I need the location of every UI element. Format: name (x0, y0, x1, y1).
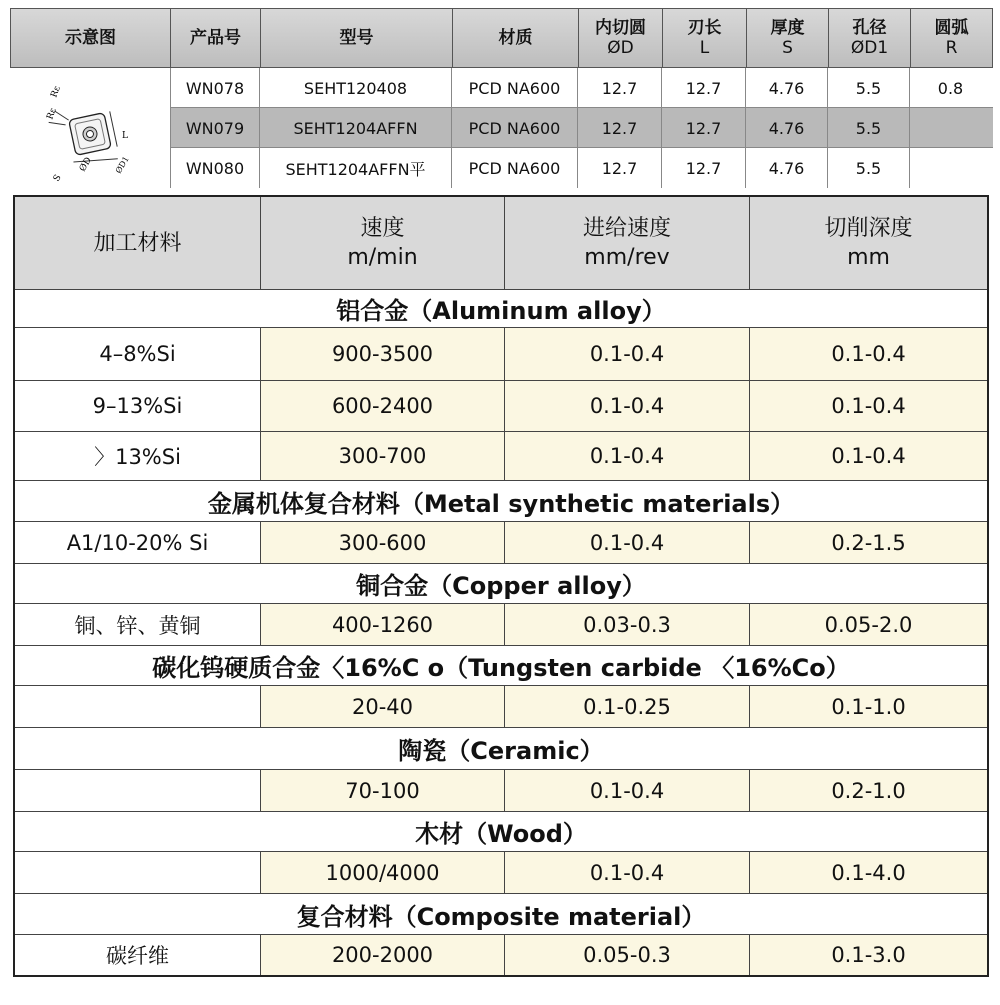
header-label: 孔径 (852, 18, 887, 38)
product-no: WN079 (170, 108, 260, 148)
header-label: 加工材料 (93, 230, 182, 256)
edge-length: 12.7 (662, 68, 746, 108)
header-label: 厚度 (770, 18, 805, 38)
thickness: 4.76 (746, 108, 828, 148)
feed: 0.1-0.4 (505, 381, 750, 431)
table-row (15, 522, 987, 564)
model: SEHT120408 (260, 68, 452, 108)
model: SEHT1204AFFN (260, 108, 452, 148)
work-material (15, 686, 261, 727)
work-material: 9–13%Si (15, 381, 261, 431)
feed: 0.1-0.4 (505, 770, 750, 811)
product-row (170, 68, 993, 108)
header-label: 型号 (339, 28, 374, 48)
material: PCD NA600 (452, 148, 578, 188)
table-row (15, 604, 987, 646)
thickness: 4.76 (746, 148, 828, 188)
header-material (453, 9, 579, 67)
header-thickness (747, 9, 829, 67)
section-title: 碳化钨硬质合金〈16%C o（Tungsten carbide 〈16%Co） (15, 646, 987, 686)
work-material (15, 770, 261, 811)
section-title: 木材（Wood） (15, 812, 987, 852)
feed: 0.05-0.3 (505, 935, 750, 975)
table-row (15, 381, 987, 432)
material: PCD NA600 (452, 108, 578, 148)
section-title: 陶瓷（Ceramic） (15, 728, 987, 770)
header-label: 内切圆 (595, 18, 646, 38)
header-inscribed-circle (579, 9, 663, 67)
header-label: 速度 (360, 216, 405, 241)
thickness: 4.76 (746, 68, 828, 108)
radius (910, 108, 991, 148)
header-speed (261, 197, 505, 289)
depth: 0.1-4.0 (750, 852, 987, 893)
header-label: 示意图 (65, 28, 116, 48)
diagram-label-s: S (51, 173, 64, 184)
diagram-label-d1: ØD1 (113, 154, 131, 175)
section-title: 铜合金（Copper alloy） (15, 564, 987, 604)
work-material: 〉13%Si (15, 432, 261, 480)
speed: 70-100 (261, 770, 505, 811)
diagram-label-d: ØD (77, 155, 94, 174)
table-row (15, 852, 987, 894)
insert-diagram-icon (40, 76, 150, 188)
hole-diameter: 5.5 (828, 108, 910, 148)
inscribed-circle: 12.7 (578, 148, 662, 188)
header-radius (911, 9, 992, 67)
header-label: 切削深度 (824, 216, 913, 241)
header-label: 材质 (498, 28, 533, 48)
header-hole-diameter (829, 9, 911, 67)
header-unit: ØD (607, 38, 634, 58)
header-diagram (11, 9, 171, 67)
inscribed-circle: 12.7 (578, 108, 662, 148)
product-row (170, 148, 993, 188)
table-row (15, 686, 987, 728)
table-row (15, 328, 987, 381)
header-label: 进给速度 (582, 216, 671, 241)
radius: 0.8 (937, 78, 964, 98)
depth: 0.2-1.0 (750, 770, 987, 811)
work-material: 碳纤维 (15, 935, 261, 975)
speed: 900-3500 (261, 328, 505, 380)
work-material (15, 852, 261, 893)
inscribed-circle: 12.7 (578, 68, 662, 108)
header-label: 刃长 (687, 18, 722, 38)
header-product-no (171, 9, 261, 67)
speed: 200-2000 (261, 935, 505, 975)
diagram-label-l: L (122, 131, 128, 141)
hole-diameter: 5.5 (828, 68, 910, 108)
section-title: 金属机体复合材料（Metal synthetic materials） (15, 481, 987, 522)
speed: 600-2400 (261, 381, 505, 431)
speed: 300-600 (261, 522, 505, 563)
header-unit: m/min (347, 245, 418, 270)
radius (910, 148, 991, 188)
model: SEHT1204AFFN平 (260, 148, 452, 188)
product-row (170, 108, 993, 148)
product-no: WN080 (170, 148, 260, 188)
cutting-data-table (13, 195, 989, 977)
work-material: 4–8%Si (15, 328, 261, 380)
table-row (15, 770, 987, 812)
header-unit: mm/rev (584, 245, 670, 270)
work-material: 铜、锌、黄铜 (15, 604, 261, 645)
feed: 0.03-0.3 (505, 604, 750, 645)
feed: 0.1-0.4 (505, 432, 750, 480)
edge-length: 12.7 (662, 148, 746, 188)
section-title: 铝合金（Aluminum alloy） (15, 290, 987, 328)
speed: 1000/4000 (261, 852, 505, 893)
table-row (15, 432, 987, 481)
header-unit: ØD1 (850, 38, 889, 58)
feed: 0.1-0.4 (505, 328, 750, 380)
header-label: 产品号 (190, 28, 241, 48)
cutting-table-header (15, 197, 987, 290)
header-model (261, 9, 453, 67)
speed: 20-40 (261, 686, 505, 727)
speed: 400-1260 (261, 604, 505, 645)
product-no: WN078 (170, 68, 260, 108)
depth: 0.1-3.0 (750, 935, 987, 975)
header-edge-length (663, 9, 747, 67)
product-table (10, 8, 993, 190)
header-unit: R (945, 38, 958, 58)
depth: 0.1-1.0 (750, 686, 987, 727)
feed: 0.1-0.25 (505, 686, 750, 727)
header-feed (505, 197, 750, 289)
product-table-header (10, 8, 993, 68)
header-depth (750, 197, 987, 289)
material: PCD NA600 (452, 68, 578, 108)
header-label: 圆弧 (934, 18, 969, 38)
speed: 300-700 (261, 432, 505, 480)
section-title: 复合材料（Composite material） (15, 894, 987, 935)
depth: 0.05-2.0 (750, 604, 987, 645)
depth: 0.1-0.4 (750, 328, 987, 380)
header-work-material (15, 197, 261, 289)
hole-diameter: 5.5 (828, 148, 910, 188)
table-row (15, 935, 987, 975)
depth: 0.1-0.4 (750, 381, 987, 431)
depth: 0.2-1.5 (750, 522, 987, 563)
header-unit: mm (847, 245, 890, 270)
feed: 0.1-0.4 (505, 852, 750, 893)
edge-length: 12.7 (662, 108, 746, 148)
header-unit: S (782, 38, 793, 58)
header-unit: L (699, 38, 710, 58)
feed: 0.1-0.4 (505, 522, 750, 563)
diagram-label-r2: Rε (45, 106, 59, 122)
diagram-label-r1: Rε (49, 84, 63, 100)
work-material: A1/10-20% Si (15, 522, 261, 563)
depth: 0.1-0.4 (750, 432, 987, 480)
